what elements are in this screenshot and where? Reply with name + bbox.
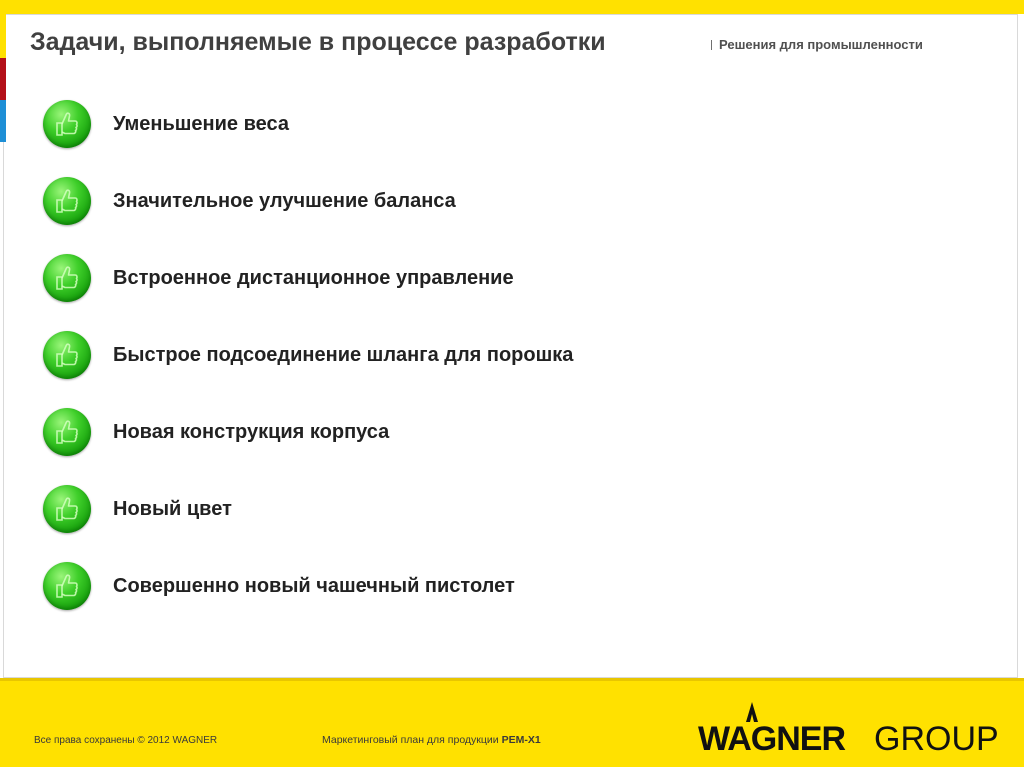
accent-stripe-red [0, 58, 6, 100]
accent-stripe-yellow [0, 14, 6, 58]
task-list-item-text: Быстрое подсоединение шланга для порошка [113, 344, 574, 366]
wagner-logo-mark-icon [732, 700, 772, 722]
thumbs-up-icon [43, 485, 91, 533]
footer-marketing-note [322, 734, 541, 746]
top-yellow-bar [0, 0, 1024, 14]
task-list-item-text: Новый цвет [113, 498, 232, 520]
footer-copyright: Все права сохранены © 2012 WAGNER [34, 735, 218, 746]
task-list-item-text: Новая конструкция корпуса [113, 421, 390, 443]
logo-brand-text: WAGNER [698, 720, 845, 758]
wagner-group-logo [696, 700, 1024, 767]
slide-title: Задачи, выполняемые в процессе разработки [30, 28, 606, 56]
thumbs-up-icon [43, 562, 91, 610]
marketing-prefix: Маркетинговый план для продукции [322, 734, 499, 746]
accent-stripe-blue [0, 100, 6, 142]
thumbs-up-icon [43, 408, 91, 456]
thumbs-up-icon [43, 254, 91, 302]
slide-subtitle [711, 37, 923, 52]
task-list-item-text: Значительное улучшение баланса [113, 190, 456, 212]
subtitle-text: Решения для промышленности [719, 37, 923, 52]
marketing-product: PEM-X1 [501, 734, 541, 746]
thumbs-up-icon [43, 177, 91, 225]
task-list-item-text: Уменьшение веса [113, 113, 289, 135]
thumbs-up-icon [43, 331, 91, 379]
thumbs-up-icon [43, 100, 91, 148]
subtitle-separator [711, 40, 712, 50]
task-list-item-text: Совершенно новый чашечный пистолет [113, 575, 515, 597]
task-list-item-text: Встроенное дистанционное управление [113, 267, 514, 289]
logo-suffix-text: GROUP [874, 720, 999, 758]
